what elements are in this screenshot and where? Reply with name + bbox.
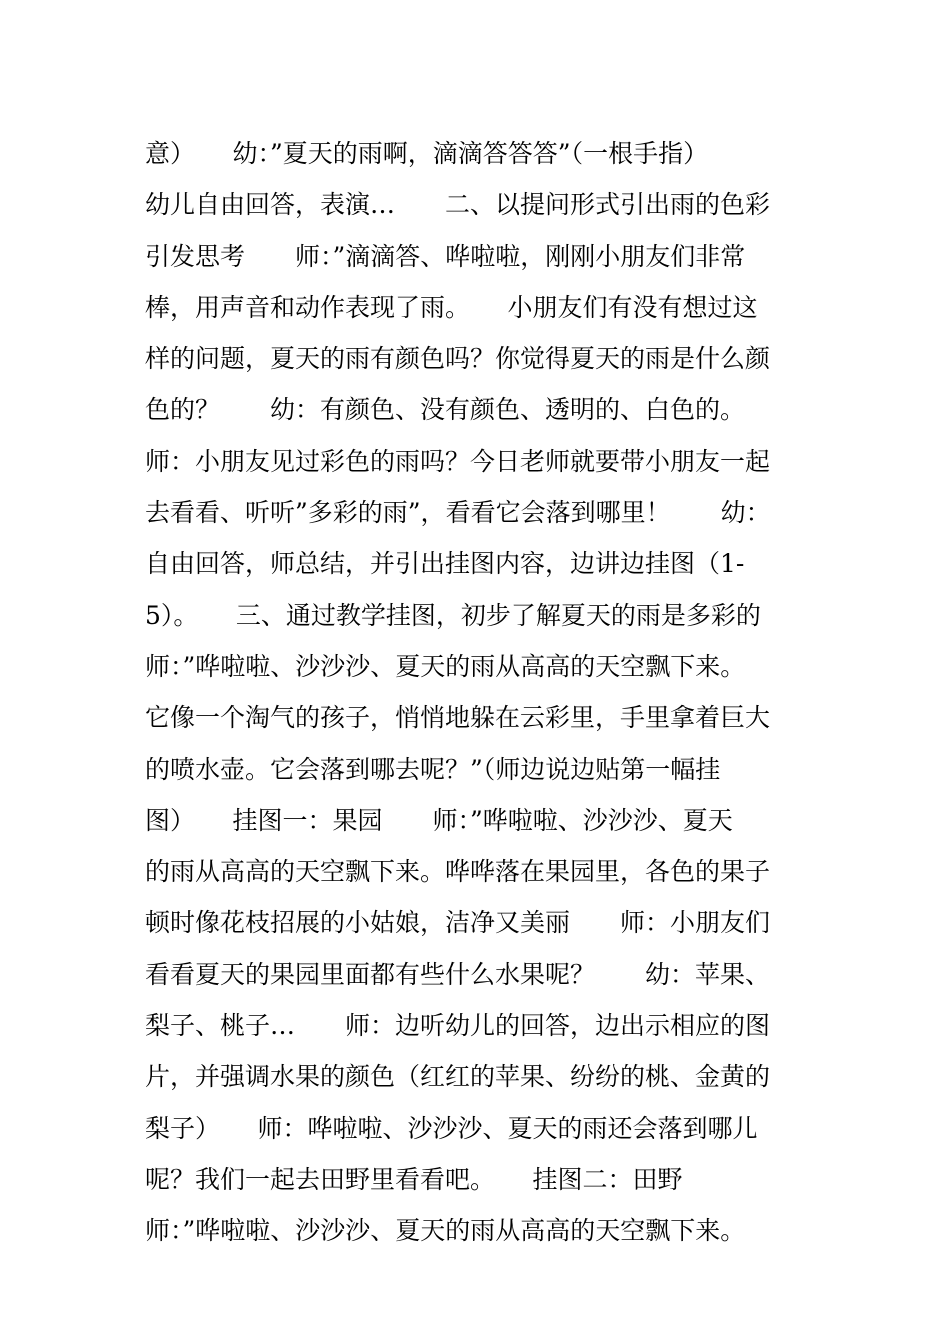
text-line: 的雨从高高的天空飘下来。哗哗落在果园里，各色的果子 — [145, 857, 771, 887]
text-line: 看看夏天的果园里面都有些什么水果呢？ 幼：苹果、 — [145, 959, 771, 989]
text-line: 色的？ 幼：有颜色、没有颜色、透明的、白色的。 — [145, 395, 746, 425]
body-text — [145, 128, 825, 1257]
text-line: 意） 幼：”夏天的雨啊，滴滴答答答”（一根手指） — [145, 139, 709, 168]
text-line: 片，并强调水果的颜色（红红的苹果、纷纷的桃、金黄的 — [145, 1062, 771, 1092]
text-line: 自由回答，师总结，并引出挂图内容，边讲边挂图（1- — [145, 549, 745, 579]
text-line: 的喷水壶。它会落到哪去呢？”（师边说边贴第一幅挂 — [145, 754, 721, 784]
text-line: 师：小朋友见过彩色的雨吗？今日老师就要带小朋友一起 — [145, 446, 771, 476]
text-line: 师：”哗啦啦、沙沙沙、夏天的雨从高高的天空飘下来。 — [145, 651, 746, 681]
text-line: 梨子、桃子… 师：边听幼儿的回答，边出示相应的图 — [145, 1011, 771, 1041]
text-line: 5）。 三、通过教学挂图，初步了解夏天的雨是多彩的 — [145, 600, 761, 630]
text-line: 样的问题，夏天的雨有颜色吗？你觉得夏天的雨是什么颜 — [145, 344, 771, 374]
text-line: 图） 挂图一：果园 师：”哗啦啦、沙沙沙、夏天 — [145, 805, 733, 835]
text-line: 去看看、听听”多彩的雨”，看看它会落到哪里！ 幼： — [145, 498, 771, 528]
text-line: 引发思考 师：”滴滴答、哗啦啦，刚刚小朋友们非常 — [145, 241, 746, 271]
text-line: 它像一个淘气的孩子，悄悄地躲在云彩里，手里拿着巨大 — [145, 703, 771, 733]
text-line: 幼儿自由回答，表演… 二、以提问形式引出雨的色彩 — [145, 190, 771, 220]
text-line: 师：”哗啦啦、沙沙沙、夏天的雨从高高的天空飘下来。 — [145, 1216, 746, 1246]
text-line: 顿时像花枝招展的小姑娘，洁净又美丽 师：小朋友们 — [145, 908, 771, 938]
text-line: 梨子） 师：哗啦啦、沙沙沙、夏天的雨还会落到哪儿 — [145, 1113, 758, 1143]
text-line: 棒，用声音和动作表现了雨。 小朋友们有没有想过这 — [145, 292, 758, 322]
text-line: 呢？我们一起去田野里看看吧。 挂图二：田野 — [145, 1164, 683, 1194]
